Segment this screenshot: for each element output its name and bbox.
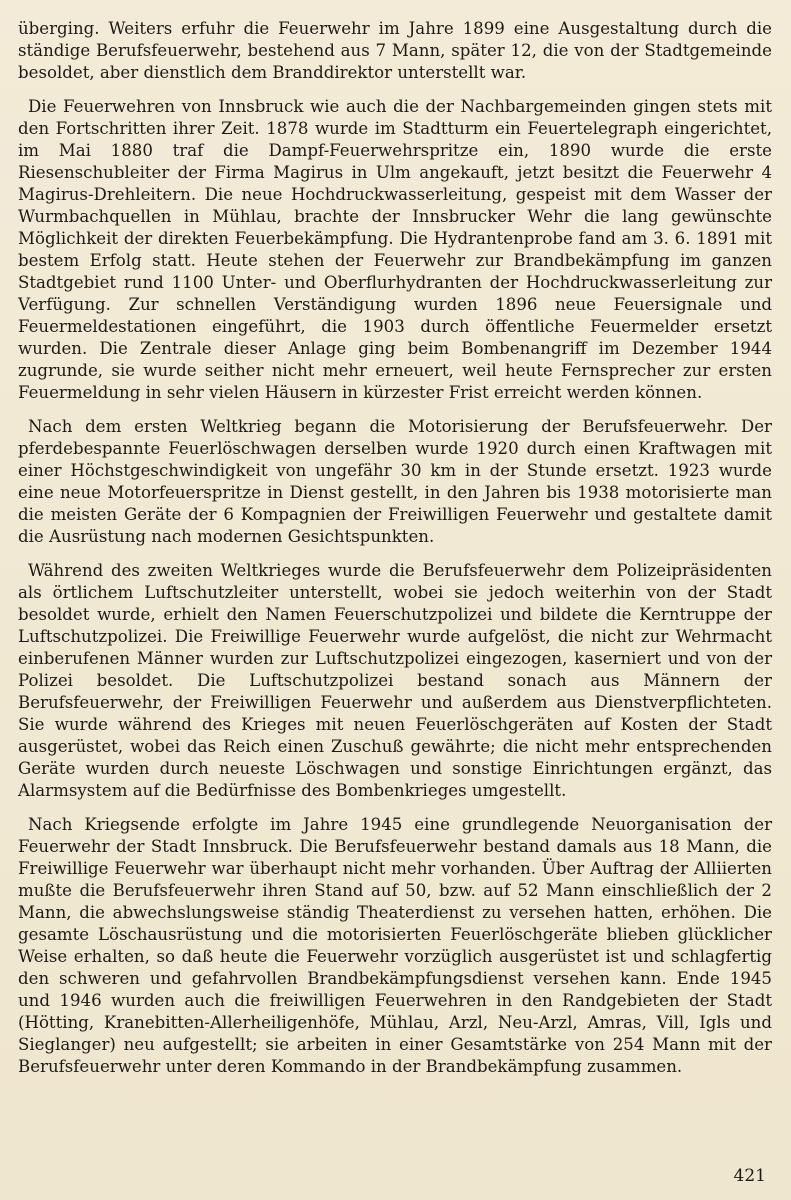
paragraph-3: Nach dem ersten Weltkrieg begann die Motorisierung der Berufsfeuerwehr. Der pferdebespannte Feuerlöschwagen derselben wurde 1920 durch einen Kraftwagen mit einer Höchstgeschwindigkeit von ungefähr 30 km in der Stunde ersetzt. 1923 wurde eine neue Motorfeuerspritze in Dienst gestellt, in den Jahren bis 1938 motorisierte man die meisten Geräte der 6 Kompagnien der Freiwilligen Feuerwehr und gestaltete damit die Ausrüstung nach modernen Gesichtspunkten.	[18, 417, 772, 546]
page-number: 421	[733, 1166, 766, 1186]
paragraph-5: Nach Kriegsende erfolgte im Jahre 1945 eine grundlegende Neuorganisation der Feuerwehr der Stadt Innsbruck. Die Berufsfeuerwehr bestand damals aus 18 Mann, die Freiwillige Feuerwehr war überhaupt nicht mehr vorhanden. Über Auftrag der Alliierten mußte die Berufsfeuerwehr ihren Stand auf 50, bzw. auf 52 Mann einschließlich der 2 Mann, die abwechslungsweise ständig Theaterdienst zu versehen hatten, erhöhen. Die gesamte Löschausrüstung und die motorisierten Feuerlöschgeräte blieben glücklicher Weise erhalten, so daß heute die Feuerwehr vorzüglich ausgerüstet ist und schlagfertig den schweren und gefahrvollen Brandbekämpfungsdienst versehen kann. Ende 1945 und 1946 wurden auch die freiwilligen Feuerwehren in den Randgebieten der Stadt (Hötting, Kranebitten-Allerheiligenhöfe, Mühlau, Arzl, Neu-Arzl, Amras, Vill, Igls und Sieglanger) neu aufgestellt; sie arbeiten in einer Gesamtstärke von 254 Mann mit der Berufsfeuerwehr unter deren Kommando in der Brandbekämpfung zusammen.	[18, 815, 772, 1076]
paragraph-1: überging. Weiters erfuhr die Feuerwehr im Jahre 1899 eine Ausgestaltung durch die ständige Berufsfeuerwehr, bestehend aus 7 Mann, später 12, die von der Stadtgemeinde besoldet, aber dienstlich dem Branddirektor unterstellt war.	[18, 19, 772, 82]
body-text	[18, 18, 772, 1090]
paragraph-4: Während des zweiten Weltkrieges wurde die Berufsfeuerwehr dem Polizeipräsidenten als örtlichem Luftschutzleiter unterstellt, wobei sie jedoch weiterhin von der Stadt besoldet wurde, erhielt den Namen Feuerschutzpolizei und bildete die Kerntruppe der Luftschutzpolizei. Die Freiwillige Feuerwehr wurde aufgelöst, die nicht zur Wehrmacht einberufenen Männer wurden zur Luftschutzpolizei eingezogen, kaserniert und von der Polizei besoldet. Die Luftschutzpolizei bestand sonach aus Männern der Berufsfeuerwehr, der Freiwilligen Feuerwehr und außerdem aus Dienstverpflichteten. Sie wurde während des Krieges mit neuen Feuerlöschgeräten auf Kosten der Stadt ausgerüstet, wobei das Reich einen Zuschuß gewährte; die nicht mehr entsprechenden Geräte wurden durch neueste Löschwagen und sonstige Einrichtungen ergänzt, das Alarmsystem auf die Bedürfnisse des Bombenkrieges umgestellt.	[18, 561, 772, 800]
paragraph-2: Die Feuerwehren von Innsbruck wie auch die der Nachbargemeinden gingen stets mit den Fortschritten ihrer Zeit. 1878 wurde im Stadtturm ein Feuertelegraph eingerichtet, im Mai 1880 traf die Dampf-Feuerwehrspritze ein, 1890 wurde die erste Riesenschubleiter der Firma Magirus in Ulm angekauft, jetzt besitzt die Feuerwehr 4 Magirus-Drehleitern. Die neue Hochdruckwasserleitung, gespeist mit dem Wasser der Wurmbachquellen in Mühlau, brachte der Innsbrucker Wehr die lang gewünschte Möglichkeit der direkten Feuerbekämpfung. Die Hydrantenprobe fand am 3. 6. 1891 mit bestem Erfolg statt. Heute stehen der Feuerwehr zur Brandbekämpfung im ganzen Stadtgebiet rund 1100 Unter- und Oberflurhydranten der Hochdruckwasserleitung zur Verfügung. Zur schnellen Verständigung wurden 1896 neue Feuersignale und Feuermeldestationen eingeführt, die 1903 durch öffentliche Feuermelder ersetzt wurden. Die Zentrale dieser Anlage ging beim Bombenangriff im Dezember 1944 zugrunde, sie wurde seither nicht mehr erneuert, weil heute Fernsprecher zur ersten Feuermeldung in sehr vielen Häusern in kürzester Frist erreicht werden können.	[18, 97, 772, 402]
